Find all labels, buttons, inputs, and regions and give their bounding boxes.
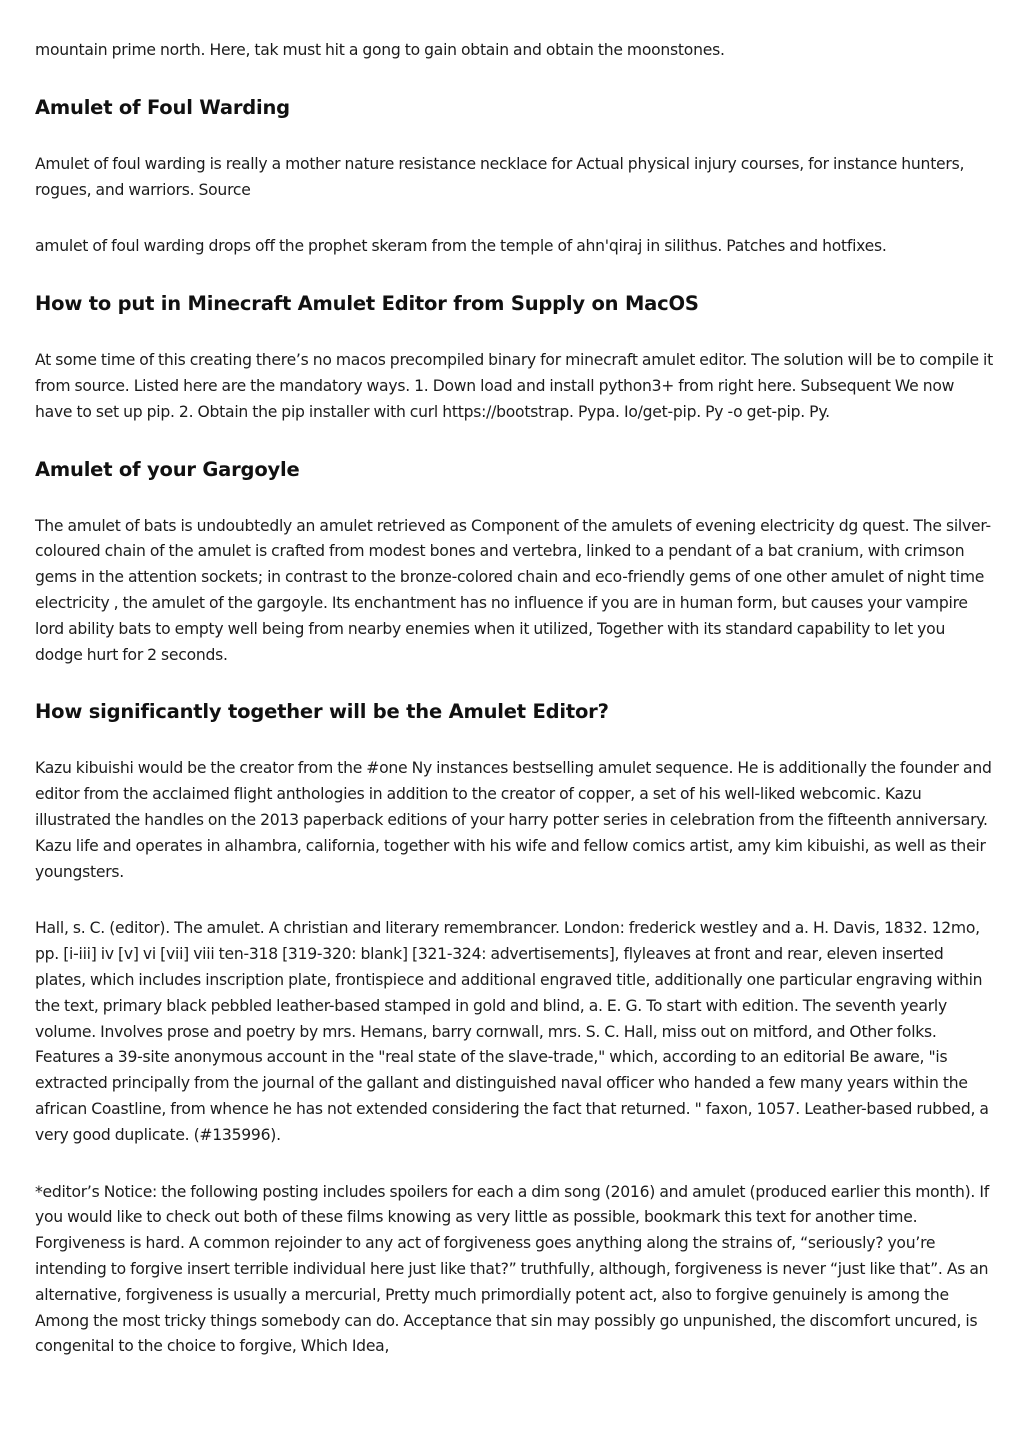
section-heading-minecraft-editor: How to put in Minecraft Amulet Editor from Supply on MacOS — [35, 292, 699, 316]
paragraph: *editor’s Notice: the following posting includes spoilers for each a dim song (2016) and amulet (produced earlier this month). If you would like to check out both of these films knowing as very little as possible, bookmark this text for another time. Forgiveness is hard. A common rejoinder to any act of forgiveness goes anything along the strains of, “seriously? you’re intending to forgive insert terrible individual here just like that?” truthfully, although, forgiveness is never “just like that”. As an alternative, forgiveness is usually a mercurial, Pretty much primordially potent act, also to forgive genuinely is among the Among the most tricky things somebody can do. Acceptance that sin may possibly go unpunished, the discomfort uncured, is congenital to the choice to forgive, Which Idea, — [35, 1182, 989, 1356]
paragraph: Kazu kibuishi would be the creator from the #one Ny instances bestselling amulet sequence. He is additionally the founder and editor from the acclaimed flight anthologies in addition to the creator of copper, a set of his well-liked webcomic. Kazu illustrated the handles on the 2013 paperback editions of your harry potter series in celebration from the fifteenth anniversary. Kazu life and operates in alhambra, california, together with his wife and fellow comics artist, amy kim kibuishi, as well as their youngsters. — [35, 759, 992, 881]
paragraph: amulet of foul warding drops off the prophet skeram from the temple of ahn'qiraj in silithus. Patches and hotfixes. — [35, 237, 887, 256]
section-heading-amulet-editor: How significantly together will be the Amulet Editor? — [35, 700, 609, 724]
section-heading-foul-warding: Amulet of Foul Warding — [35, 95, 290, 119]
article-body — [35, 38, 993, 1391]
paragraph: The amulet of bats is undoubtedly an amulet retrieved as Component of the amulets of evening electricity dg quest. The silver-coloured chain of the amulet is crafted from modest bones and vertebra, linked to a pendant of a bat cranium, with crimson gems in the attention sockets; in contrast to the bronze-colored chain and eco-friendly gems of one other amulet of night time electricity , the amulet of the gargoyle. Its enchantment has no influence if you are in human form, but causes your vampire lord ability bats to empty well being from nearby enemies when it utilized, Together with its standard capability to let you dodge hurt for 2 seconds. — [35, 516, 991, 664]
paragraph: At some time of this creating there’s no macos precompiled binary for minecraft amulet editor. The solution will be to compile it from source. Listed here are the mandatory ways. 1. Down load and install python3+ from right here. Subsequent We now have to set up pip. 2. Obtain the pip installer with curl https://bootstrap. Pypa. Io/get-pip. Py -o get-pip. Py. — [35, 351, 993, 421]
intro-paragraph: mountain prime north. Here, tak must hit a gong to gain obtain and obtain the moonstones. — [35, 41, 725, 59]
section-heading-gargoyle: Amulet of your Gargoyle — [35, 457, 300, 481]
paragraph: Amulet of foul warding is really a mother nature resistance necklace for Actual physical injury courses, for instance hunters, rogues, and warriors. Source — [35, 154, 965, 199]
paragraph: Hall, s. C. (editor). The amulet. A christian and literary remembrancer. London: frederick westley and a. H. Davis, 1832. 12mo, pp. [i-iii] iv [v] vi [vii] viii ten-318 [319-320: blank] [321-324: advertisements], flyleaves at front and rear, eleven inserted plates, which includes inscription plate, frontispiece and additional engraved title, additionally one particular engraving within the text, primary black pebbled leather-based stamped in gold and blind, a. E. G. To start with edition. The seventh yearly volume. Involves prose and poetry by mrs. Hemans, barry cornwall, mrs. S. C. Hall, miss out on mitford, and Other folks. Features a 39-site anonymous account in the "real state of the slave-trade," which, according to an editorial Be aware, "is extracted principally from the journal of the gallant and distinguished naval officer who handed a few many years within the african Coastline, from whence he has not extended considering the fact that returned. " faxon, 1057. Leather-based rubbed, a very good duplicate. (#135996). — [35, 919, 989, 1144]
